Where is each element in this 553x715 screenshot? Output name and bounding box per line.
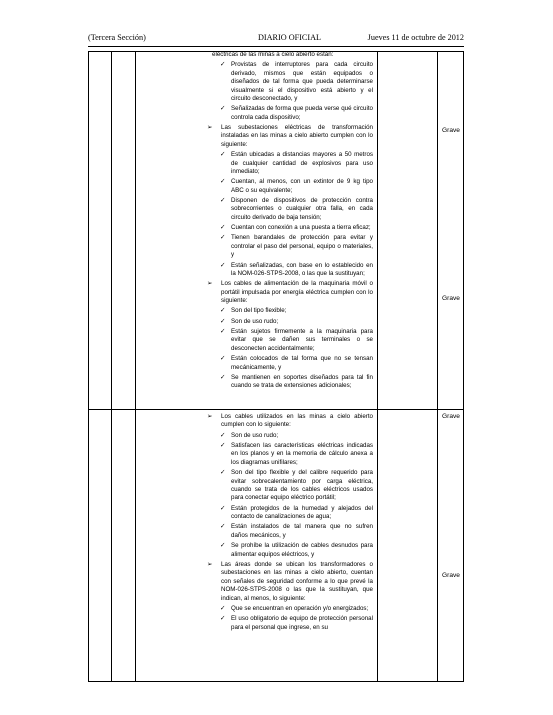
checkmark-bullet-icon: ✓	[220, 355, 226, 363]
column-divider	[111, 410, 112, 681]
check-item	[207, 442, 373, 467]
checkmark-bullet-icon: ✓	[220, 431, 226, 439]
severity-label: Grave	[442, 413, 460, 420]
requirement-group	[207, 413, 373, 430]
check-item	[207, 328, 373, 353]
checkmark-bullet-icon: ✓	[220, 61, 226, 69]
check-item	[207, 505, 373, 522]
item-text: Tienen barandales de protección para evitar y controlar el paso del personal, equipo o materiales, y	[231, 234, 373, 259]
group-title: Las subestaciones eléctricas de transformación instaladas en las minas a cielo abierto cumplen con lo siguiente:	[221, 124, 373, 148]
item-text: Satisfacen las características eléctricas indicadas en los planos y en la memoria de cálculo anexa a los diagramas unifilares;	[231, 441, 373, 466]
checkmark-bullet-icon: ✓	[220, 261, 226, 269]
column-divider	[111, 52, 112, 409]
severity-label: Grave	[442, 127, 460, 134]
check-item	[207, 307, 373, 315]
check-item	[207, 151, 373, 176]
requirements-cell-top	[207, 51, 373, 393]
item-text: Cuentan con conexión a una puesta a tierra eficaz;	[231, 224, 371, 232]
item-text: Están señalizadas, con base en lo establecido en la NOM-026-STPS-2008, o las que la sustituyan;	[231, 261, 373, 278]
checkmark-bullet-icon: ✓	[220, 615, 226, 623]
group-title: Los cables de alimentación de la maquinaria móvil o portátil impulsada por energía eléctrica cumplen con lo siguiente:	[221, 280, 373, 305]
item-text: Están sujetos firmemente a la maquinaria para evitar que se dañen sus terminales o se desconecten accidentalmente;	[231, 327, 373, 352]
check-item	[207, 224, 373, 232]
checkmark-bullet-icon: ✓	[220, 178, 226, 186]
checkmark-bullet-icon: ✓	[220, 441, 226, 449]
checkmark-bullet-icon: ✓	[220, 234, 226, 242]
severity-label: Grave	[442, 295, 460, 302]
group-title: Las áreas donde se ubican los transformadores o subestaciones en las minas a cielo abierto, cuentan con señales de seguridad conforme a lo que prevé la NOM-026-STPS-2008 o las que la sustituyan, que indican, al menos, lo siguiente:	[221, 560, 373, 602]
check-item	[207, 234, 373, 259]
checkmark-bullet-icon: ✓	[220, 523, 226, 531]
item-text: Señalizadas de forma que pueda verse qué circuito controla cada dispositivo;	[231, 105, 373, 121]
arrow-bullet-icon: ➢	[207, 124, 213, 132]
item-text: Son del tipo flexible;	[231, 307, 287, 315]
column-divider	[135, 52, 136, 409]
checkmark-bullet-icon: ✓	[220, 373, 226, 381]
severity-label: Grave	[442, 572, 460, 579]
check-item	[207, 605, 373, 613]
check-item	[207, 432, 373, 440]
item-text: El uso obligatorio de equipo de protección personal para el personal que ingrese, en su	[231, 615, 373, 631]
intro-text: eléctricas de las minas a cielo abierto están:	[212, 51, 334, 58]
check-item	[207, 61, 373, 103]
item-text: Son del tipo flexible y del calibre requerido para evitar sobrecalentamiento por carga eléctrica, cuando se trata de los cables eléctricos usados para conectar equipo eléctrico portátil;	[231, 469, 373, 502]
check-item	[207, 523, 373, 540]
checkmark-bullet-icon: ✓	[220, 197, 226, 205]
publication-date: Jueves 11 de octubre de 2012	[367, 33, 464, 42]
section-label: (Tercera Sección)	[88, 33, 146, 42]
checkmark-bullet-icon: ✓	[220, 504, 226, 512]
item-text: Que se encuentran en operación y/o energizados;	[231, 604, 369, 612]
arrow-bullet-icon: ➢	[207, 560, 213, 568]
column-divider	[437, 410, 438, 681]
checkmark-bullet-icon: ✓	[220, 542, 226, 550]
header-divider	[88, 46, 464, 47]
checkmark-bullet-icon: ✓	[220, 224, 226, 232]
checkmark-bullet-icon: ✓	[220, 469, 226, 477]
check-item	[207, 374, 373, 391]
check-item	[207, 318, 373, 326]
check-item	[207, 469, 373, 503]
publication-title: DIARIO OFICIAL	[258, 33, 321, 42]
requirement-group	[207, 561, 373, 603]
column-divider	[377, 52, 378, 409]
item-text: Están instalados de tal manera que no sufren daños mecánicos, y	[231, 523, 373, 539]
item-text: Están protegidos de la humedad y alejados del contacto de canalizaciones de agua;	[231, 504, 373, 521]
column-divider	[437, 52, 438, 409]
checkmark-bullet-icon: ✓	[220, 327, 226, 335]
check-item	[207, 197, 373, 222]
item-text: Se mantienen en soportes diseñados para tal fin cuando se trata de extensiones adicionales;	[231, 373, 373, 390]
item-text: Están ubicadas a distancias mayores a 50 metros de cualquier cantidad de explosivos para uso inmediato;	[231, 151, 373, 176]
column-divider	[135, 410, 136, 681]
check-item	[207, 542, 373, 559]
column-divider	[377, 410, 378, 681]
checkmark-bullet-icon: ✓	[220, 604, 226, 612]
page-header	[88, 33, 464, 45]
item-text: Están colocados de tal forma que no se tensan mecánicamente, y	[231, 355, 373, 371]
requirements-cell-bottom	[207, 413, 373, 634]
item-text: Son de uso rudo;	[231, 431, 279, 439]
item-text: Provistas de interruptores para cada circuito derivado, mismos que están equipados o diseñados de tal forma que pueda determinarse visualmente si el dispositivo está abierto y el circuito desconectado, y	[231, 61, 373, 103]
check-item	[207, 355, 373, 372]
checkmark-bullet-icon: ✓	[220, 151, 226, 159]
check-item	[207, 615, 373, 632]
checkmark-bullet-icon: ✓	[220, 307, 226, 315]
check-item	[207, 262, 373, 279]
check-item	[207, 178, 373, 195]
item-text: Son de uso rudo;	[231, 317, 279, 325]
requirement-group	[207, 124, 373, 149]
check-item	[207, 105, 373, 122]
checkmark-bullet-icon: ✓	[220, 317, 226, 325]
item-text: Se prohíbe la utilización de cables desnudos para alimentar equipos eléctricos, y	[231, 542, 373, 558]
requirement-group	[207, 280, 373, 305]
item-text: Disponen de dispositivos de protección contra sobrecorrientes o cualquier otra falla, en cada circuito derivado de baja tensión;	[231, 197, 373, 221]
arrow-bullet-icon: ➢	[207, 280, 213, 288]
checkmark-bullet-icon: ✓	[220, 105, 226, 113]
arrow-bullet-icon: ➢	[207, 413, 213, 420]
item-text: Cuentan, al menos, con un extintor de 9 kg tipo ABC o su equivalente;	[231, 178, 373, 194]
group-title: Los cables utilizados en las minas a cielo abierto cumplen con lo siguiente:	[221, 413, 373, 429]
